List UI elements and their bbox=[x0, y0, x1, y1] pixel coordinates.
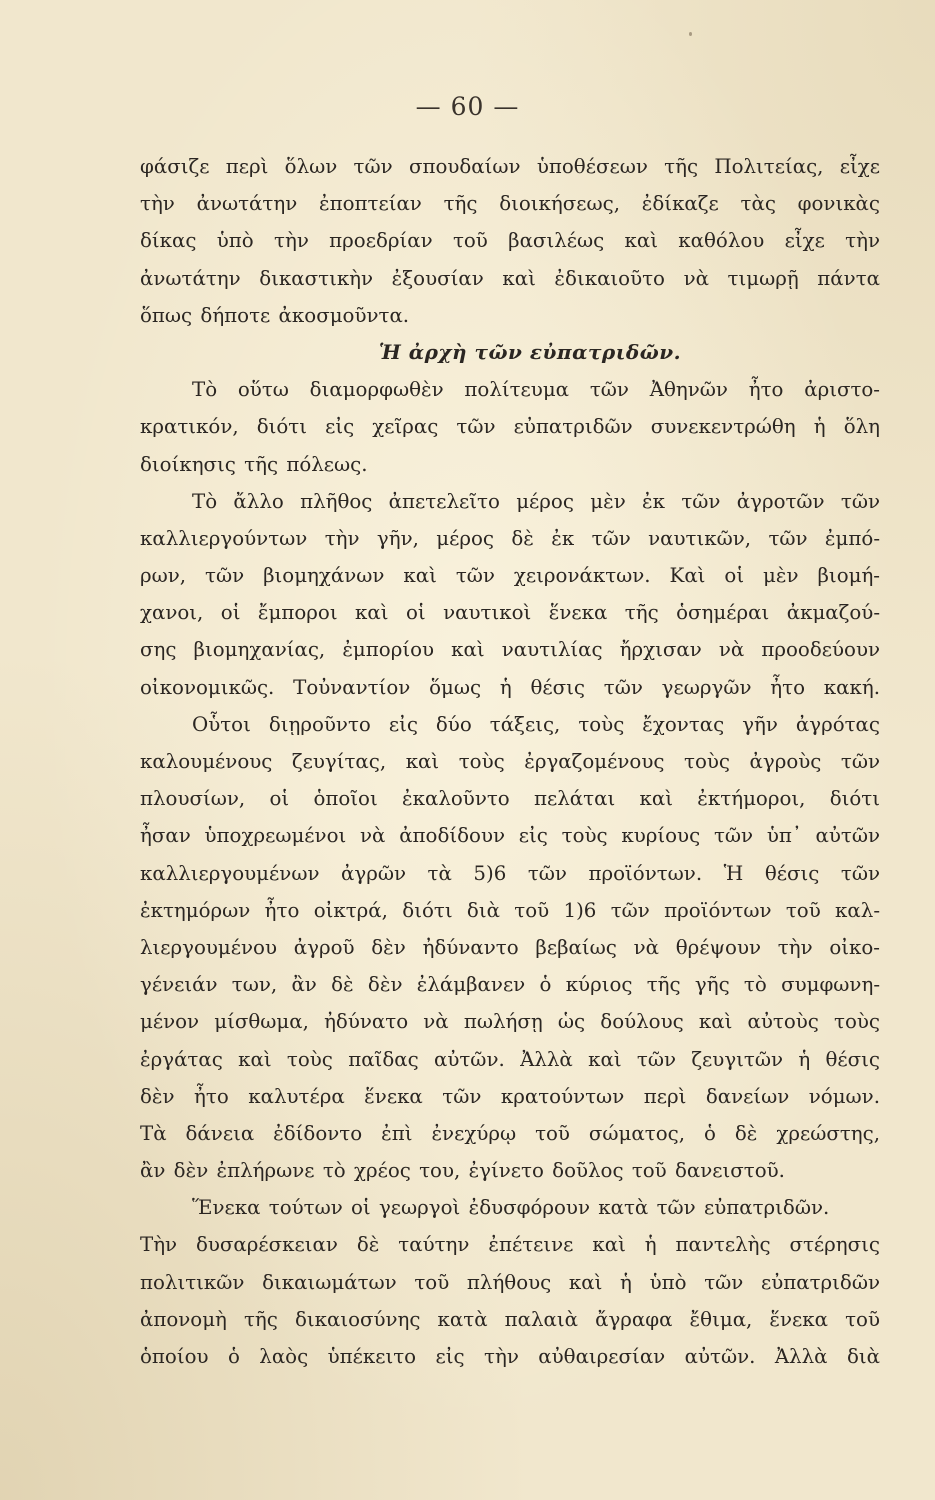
text-line: Τὴν δυσαρέσκειαν δὲ ταύτην ἐπέτεινε καὶ ἡ παντελὴς στέρησις bbox=[140, 1233, 880, 1257]
text-line: οἰκονομικῶς. Τοὐναντίον ὅμως ἡ θέσις τῶν γεωργῶν ἦτο κακή. bbox=[140, 675, 880, 699]
page-number: — 60 — bbox=[415, 92, 520, 121]
text-line: ἐργάτας καὶ τοὺς παῖδας αὐτῶν. Ἀλλὰ καὶ τῶν ζευγιτῶν ἡ θέσις bbox=[140, 1047, 880, 1071]
text-line: ἀνωτάτην δικαστικὴν ἐξουσίαν καὶ ἐδικαιοῦτο νὰ τιμωρῇ πάντα bbox=[140, 266, 880, 290]
text-line: κρατικόν, διότι εἰς χεῖρας τῶν εὐπατριδῶν συνεκεντρώθη ἡ ὅλη bbox=[140, 415, 880, 439]
section-heading: Ἡ ἀρχὴ τῶν εὐπατριδῶν. bbox=[378, 339, 682, 364]
text-line: καλλιεργούντων τὴν γῆν, μέρος δὲ ἐκ τῶν ναυτικῶν, τῶν ἐμπό- bbox=[140, 526, 880, 550]
text-line: διοίκησις τῆς πόλεως. bbox=[140, 452, 368, 476]
text-line: χανοι, οἱ ἔμποροι καὶ οἱ ναυτικοὶ ἕνεκα τῆς ὁσημέραι ἀκμαζού- bbox=[140, 601, 880, 625]
text-line: μένον μίσθωμα, ἠδύνατο νὰ πωλήσῃ ὡς δούλους καὶ αὐτοὺς τοὺς bbox=[140, 1010, 880, 1034]
text-line: ἐκτημόρων ἦτο οἰκτρά, διότι διὰ τοῦ 1)6 τῶν προϊόντων τοῦ καλ- bbox=[140, 898, 880, 922]
text-line: ἂν δὲν ἐπλήρωνε τὸ χρέος του, ἐγίνετο δοῦλος τοῦ δανειστοῦ. bbox=[140, 1159, 785, 1183]
text-line: φάσιζε περὶ ὅλων τῶν σπουδαίων ὑποθέσεων τῆς Πολιτείας, εἶχε bbox=[140, 155, 880, 178]
paper-speck bbox=[689, 32, 692, 36]
text-line: ἀπονομὴ τῆς δικαιοσύνης κατὰ παλαιὰ ἄγραφα ἔθιμα, ἕνεκα τοῦ bbox=[140, 1307, 880, 1331]
text-line: τὴν ἀνωτάτην ἐποπτείαν τῆς διοικήσεως, ἐδίκαζε τὰς φονικὰς bbox=[140, 192, 880, 216]
text-line: ἦσαν ὑποχρεωμένοι νὰ ἀποδίδουν εἰς τοὺς κυρίους τῶν ὑπ᾽ αὐτῶν bbox=[140, 824, 880, 848]
text-line: πολιτικῶν δικαιωμάτων τοῦ πλήθους καὶ ἡ ὑπὸ τῶν εὐπατριδῶν bbox=[140, 1270, 880, 1294]
text-line: Τὰ δάνεια ἐδίδοντο ἐπὶ ἐνεχύρῳ τοῦ σώματος, ὁ δὲ χρεώστης, bbox=[140, 1121, 880, 1145]
text-line: καλουμένους ζευγίτας, καὶ τοὺς ἐργαζομένους τοὺς ἀγροὺς τῶν bbox=[140, 750, 880, 773]
text-line: Οὗτοι διῃροῦντο εἰς δύο τάξεις, τοὺς ἔχοντας γῆν ἀγρότας bbox=[192, 712, 880, 736]
text-line: καλλιεργουμένων ἀγρῶν τὰ 5)6 τῶν προϊόντων. Ἡ θέσις τῶν bbox=[140, 861, 880, 885]
body-text bbox=[140, 148, 880, 1375]
text-line: ὅπως δήποτε ἀκοσμοῦντα. bbox=[140, 303, 410, 327]
text-line: ὁποίου ὁ λαὸς ὑπέκειτο εἰς τὴν αὐθαιρεσίαν αὐτῶν. Ἀλλὰ διὰ bbox=[140, 1345, 880, 1368]
text-line: δὲν ἦτο καλυτέρα ἕνεκα τῶν κρατούντων περὶ δανείων νόμων. bbox=[140, 1084, 880, 1108]
text-line: Τὸ οὕτω διαμορφωθὲν πολίτευμα τῶν Ἀθηνῶν ἦτο ἀριστο- bbox=[192, 378, 880, 402]
text-line: Τὸ ἄλλο πλῆθος ἀπετελεῖτο μέρος μὲν ἐκ τῶν ἀγροτῶν τῶν bbox=[192, 489, 880, 513]
text-line: σης βιομηχανίας, ἐμπορίου καὶ ναυτιλίας ἤρχισαν νὰ προοδεύουν bbox=[140, 638, 880, 662]
text-line: πλουσίων, οἱ ὁποῖοι ἐκαλοῦντο πελάται καὶ ἐκτήμοροι, διότι bbox=[140, 787, 880, 811]
text-line: δίκας ὑπὸ τὴν προεδρίαν τοῦ βασιλέως καὶ καθόλου εἶχε τὴν bbox=[140, 229, 880, 253]
text-line: γένειάν των, ἂν δὲ δὲν ἐλάμβανεν ὁ κύριος τῆς γῆς τὸ συμφωνη- bbox=[140, 973, 880, 997]
text-line: ρων, τῶν βιομηχάνων καὶ τῶν χειρονάκτων. Καὶ οἱ μὲν βιομή- bbox=[140, 564, 880, 588]
text-line: Ἕνεκα τούτων οἱ γεωργοὶ ἐδυσφόρουν κατὰ τῶν εὐπατριδῶν. bbox=[192, 1196, 830, 1220]
text-line: λιεργουμένου ἀγροῦ δὲν ἠδύναντο βεβαίως νὰ θρέψουν τὴν οἰκο- bbox=[140, 935, 880, 959]
